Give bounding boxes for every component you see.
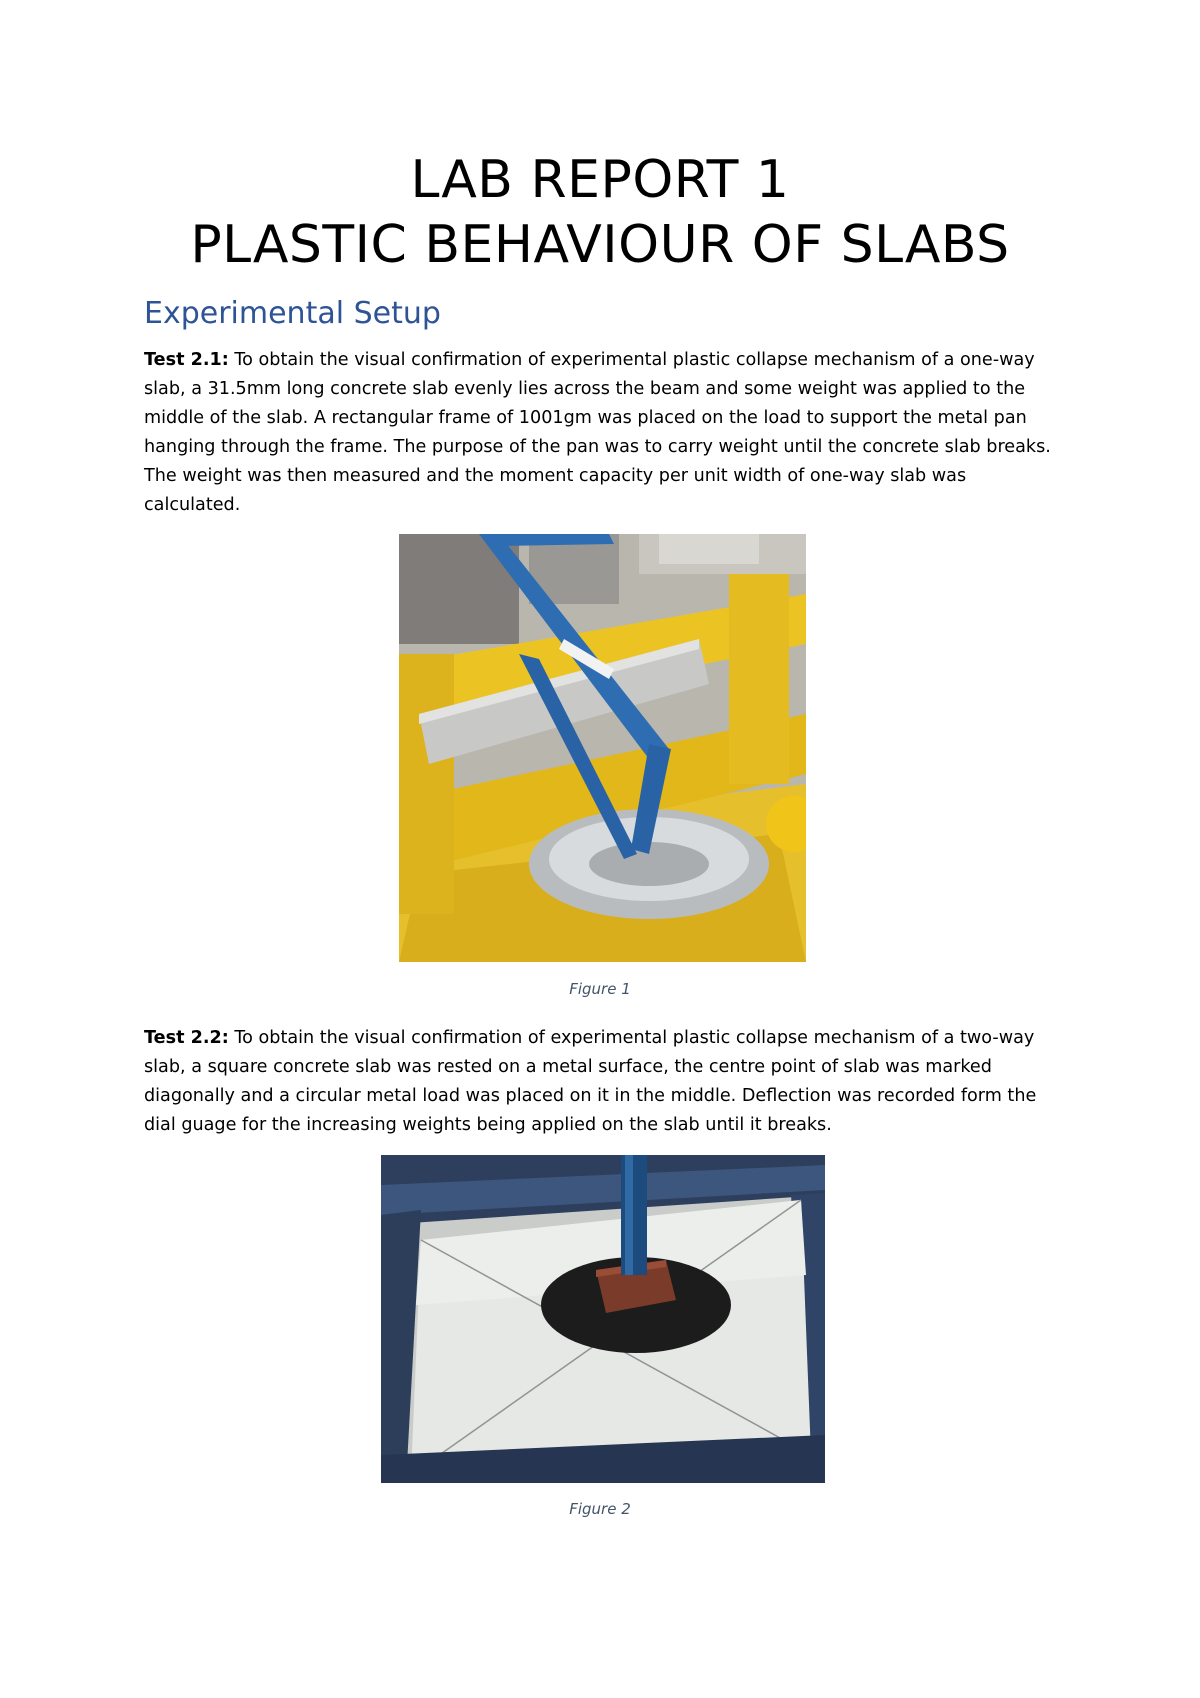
test-2-1-label: Test 2.1:: [144, 350, 229, 370]
figure-1-photo: [399, 534, 806, 962]
test-2-1-paragraph: [144, 346, 1064, 520]
figure-2-caption: Figure 2: [569, 1500, 631, 1518]
test-2-2-label: Test 2.2:: [144, 1028, 229, 1048]
report-title-line-1: LAB REPORT 1: [410, 150, 790, 210]
figure-2-photo: [381, 1155, 825, 1483]
one-way-slab-photo-illustration: [399, 534, 806, 962]
test-2-1-text: To obtain the visual confirmation of experimental plastic collapse mechanism of a one-way slab, a 31.5mm long concrete slab evenly lies across the beam and some weight was applied to the middle of the slab. A rectangular frame of 1001gm was placed on the load to support the metal pan hanging through the frame. The purpose of the pan was to carry weight until the concrete slab breaks. The weight was then measured and the moment capacity per unit width of one-way slab was calculated.: [144, 350, 1051, 515]
report-title-line-2: PLASTIC BEHAVIOUR OF SLABS: [190, 215, 1010, 275]
test-2-2-text: To obtain the visual confirmation of experimental plastic collapse mechanism of a two-way slab, a square concrete slab was rested on a metal surface, the centre point of slab was marked diagonally and a circular metal load was placed on it in the middle. Deflection was recorded form the dial guage for the increasing weights being applied on the slab until it breaks.: [144, 1028, 1037, 1135]
test-2-2-paragraph: [144, 1024, 1064, 1140]
two-way-slab-photo-illustration: [381, 1155, 825, 1483]
figure-1-caption: Figure 1: [569, 980, 631, 998]
section-heading: Experimental Setup: [144, 296, 441, 331]
